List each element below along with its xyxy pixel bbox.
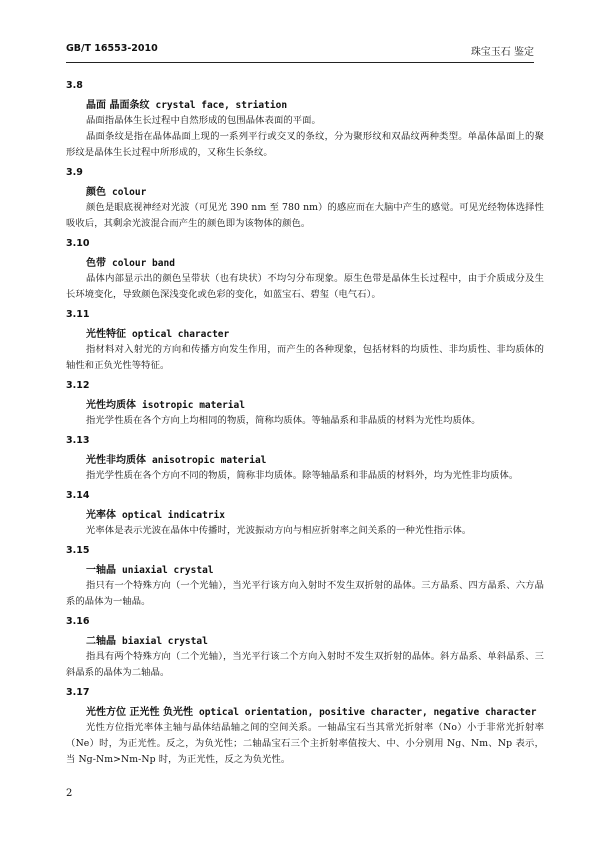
definition-text: 颜色是眼底视神经对光波（可见光 390 nm 至 780 nm）的感应而在大脑中产生的感觉。可见光经物体选择性吸收后，其剩余光波混合而产生的颜色即为该物体的颜色。 bbox=[66, 202, 544, 229]
document-body bbox=[66, 80, 544, 774]
definition-text: 指光学性质在各个方向不同的物质，简称非均质体。除等轴晶系和非晶质的材料外，均为光性非均质体。 bbox=[86, 470, 519, 481]
term-section bbox=[66, 490, 544, 545]
section-number: 3.17 bbox=[66, 687, 90, 698]
term-heading bbox=[86, 635, 544, 648]
definition-text: 指材料对入射光的方向和传播方向发生作用，而产生的各种现象，包括材料的均质性、非均质性、非均质体的轴性和正负光性等特征。 bbox=[66, 344, 544, 371]
section-number: 3.16 bbox=[66, 616, 90, 627]
term-chinese: 光性非均质体 bbox=[86, 455, 146, 466]
page-number: 2 bbox=[66, 788, 73, 799]
page-header bbox=[66, 40, 534, 63]
term-english: biaxial crystal bbox=[122, 636, 208, 647]
term-section bbox=[66, 167, 544, 238]
term-section bbox=[66, 380, 544, 435]
term-section bbox=[66, 435, 544, 490]
term-chinese: 晶面 晶面条纹 bbox=[86, 100, 150, 111]
term-section bbox=[66, 616, 544, 687]
term-heading bbox=[86, 564, 544, 577]
term-chinese: 一轴晶 bbox=[86, 565, 116, 576]
term-english: optical orientation, positive character, negative character bbox=[198, 707, 537, 718]
definition-text: 晶体内部显示出的颜色呈带状（也有块状）不均匀分布现象。原生色带是晶体生长过程中，由于介质成分及生长环境变化，导致颜色深浅变化或色彩的变化，如蓝宝石、碧玺（电气石）。 bbox=[66, 273, 544, 300]
term-section bbox=[66, 238, 544, 309]
term-chinese: 光率体 bbox=[86, 510, 116, 521]
section-number: 3.8 bbox=[66, 80, 83, 91]
term-chinese: 光性特征 bbox=[86, 329, 126, 340]
term-heading bbox=[86, 509, 544, 522]
standard-code: GB/T 16553-2010 bbox=[66, 43, 158, 54]
term-english: anisotropic material bbox=[152, 455, 267, 466]
term-english: colour band bbox=[112, 258, 175, 269]
document-title: 珠宝玉石 鉴定 bbox=[470, 47, 534, 58]
definition-text: 光率体是表示光波在晶体中传播时，光波振动方向与相应折射率之间关系的一种光性指示体。 bbox=[86, 525, 472, 536]
term-chinese: 光性均质体 bbox=[86, 400, 136, 411]
term-section bbox=[66, 309, 544, 380]
section-number: 3.14 bbox=[66, 490, 90, 501]
term-english: uniaxial crystal bbox=[122, 565, 214, 576]
section-number: 3.11 bbox=[66, 309, 90, 320]
term-heading bbox=[86, 328, 544, 341]
definition-text: 指只有一个特殊方向（一个光轴），当光平行该方向入射时不发生双折射的晶体。三方晶系、四方晶系、六方晶系的晶体为一轴晶。 bbox=[66, 580, 544, 607]
term-chinese: 色带 bbox=[86, 258, 106, 269]
term-heading bbox=[86, 454, 544, 467]
term-chinese: 二轴晶 bbox=[86, 636, 116, 647]
term-english: crystal face, striation bbox=[155, 100, 288, 111]
term-section bbox=[66, 80, 544, 167]
term-english: colour bbox=[112, 187, 147, 198]
section-number: 3.12 bbox=[66, 380, 90, 391]
term-heading bbox=[86, 706, 544, 719]
term-chinese: 光性方位 正光性 负光性 bbox=[86, 707, 193, 718]
definition-text: 光性方位指光率体主轴与晶体结晶轴之间的空间关系。一轴晶宝石当其常光折射率（No）小于非常光折射率（Ne）时，为正光性。反之，为负光性；二轴晶宝石三个主折射率值按大、中、小分别用 Ng、Nm、Np 表示，当 Ng-Nm>Nm-Np 时，为正光性，反之为负光性。 bbox=[66, 722, 544, 765]
definition-text: 晶面条纹是指在晶体晶面上现的一系列平行或交叉的条纹，分为聚形纹和双晶纹两种类型。单晶体晶面上的聚形纹是晶体生长过程中所形成的，又称生长条纹。 bbox=[66, 131, 544, 158]
section-number: 3.15 bbox=[66, 545, 90, 556]
term-section bbox=[66, 687, 544, 774]
term-heading bbox=[86, 186, 544, 199]
term-english: optical indicatrix bbox=[122, 510, 225, 521]
term-heading bbox=[86, 257, 544, 270]
definition-text: 晶面指晶体生长过程中自然形成的包围晶体表面的平面。 bbox=[86, 115, 321, 126]
term-heading bbox=[86, 99, 544, 112]
term-english: optical character bbox=[132, 329, 230, 340]
section-number: 3.9 bbox=[66, 167, 83, 178]
section-number: 3.10 bbox=[66, 238, 90, 249]
term-chinese: 颜色 bbox=[86, 187, 106, 198]
term-english: isotropic material bbox=[142, 400, 245, 411]
definition-text: 指具有两个特殊方向（二个光轴），当光平行该二个方向入射时不发生双折射的晶体。斜方晶系、单斜晶系、三斜晶系的晶体为二轴晶。 bbox=[66, 651, 544, 678]
term-section bbox=[66, 545, 544, 616]
term-heading bbox=[86, 399, 544, 412]
definition-text: 指光学性质在各个方向上均相同的物质，简称均质体。等轴晶系和非晶质的材料为光性均质体。 bbox=[86, 415, 481, 426]
section-number: 3.13 bbox=[66, 435, 90, 446]
